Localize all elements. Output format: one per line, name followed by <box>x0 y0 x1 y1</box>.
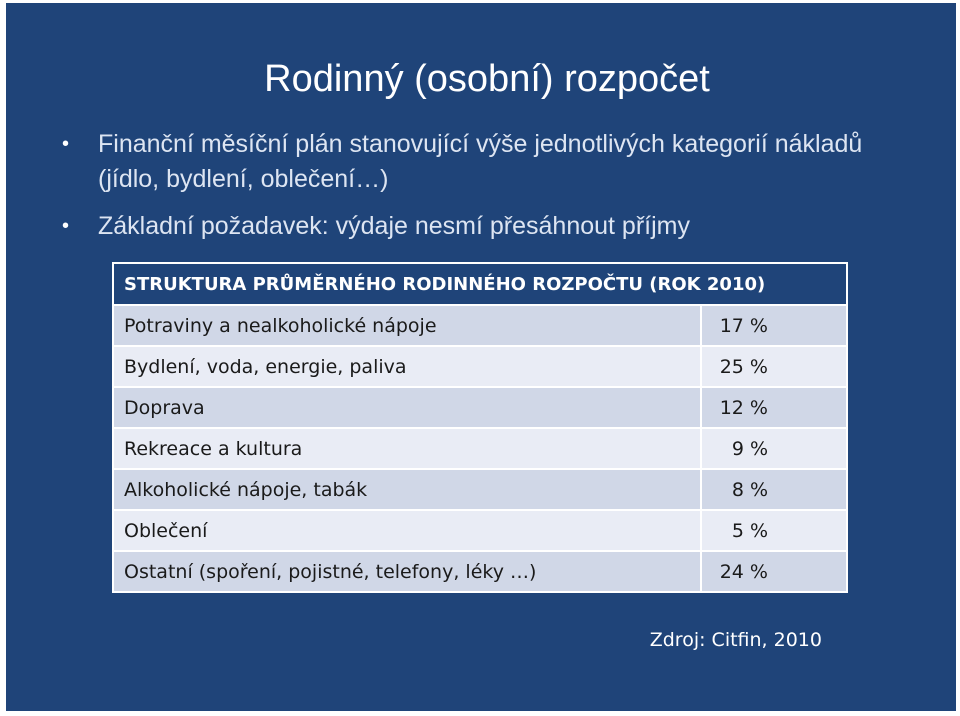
bullet-dot-icon: • <box>62 215 70 237</box>
share-cell: 25 % <box>701 346 847 387</box>
table-row <box>113 551 847 592</box>
table-row <box>113 387 847 428</box>
category-cell: Rekreace a kultura <box>113 428 701 469</box>
bullet-dot-icon: • <box>62 133 70 155</box>
bullet-text: Základní požadavek: výdaje nesmí přesáhnout příjmy <box>98 212 690 240</box>
table-row <box>113 305 847 346</box>
category-cell: Ostatní (spoření, pojistné, telefony, léky …) <box>113 551 701 592</box>
table-header-row <box>113 263 847 305</box>
category-cell: Bydlení, voda, energie, paliva <box>113 346 701 387</box>
share-cell: 24 % <box>701 551 847 592</box>
share-cell: 17 % <box>701 305 847 346</box>
table-row <box>113 428 847 469</box>
share-cell: 5 % <box>701 510 847 551</box>
share-cell: 8 % <box>701 469 847 510</box>
table-row <box>113 346 847 387</box>
category-cell: Doprava <box>113 387 701 428</box>
bullet-item <box>62 127 890 197</box>
share-cell: 9 % <box>701 428 847 469</box>
category-cell: Oblečení <box>113 510 701 551</box>
slide-title: Rodinný (osobní) rozpočet <box>264 58 710 100</box>
table-row <box>113 510 847 551</box>
source-note: Zdroj: Citfin, 2010 <box>649 629 822 651</box>
slide <box>6 3 956 711</box>
bullet-list <box>62 127 890 256</box>
bullet-text: Finanční měsíční plán stanovující výše jednotlivých kategorií nákladů (jídlo, bydlení, oblečení…) <box>98 130 863 193</box>
bullet-item <box>62 209 890 244</box>
table-row <box>113 469 847 510</box>
table-header: STRUKTURA PRŮMĚRNÉHO RODINNÉHO ROZPOČTU (ROK 2010) <box>113 263 847 305</box>
budget-table <box>112 262 848 593</box>
category-cell: Potraviny a nealkoholické nápoje <box>113 305 701 346</box>
category-cell: Alkoholické nápoje, tabák <box>113 469 701 510</box>
share-cell: 12 % <box>701 387 847 428</box>
